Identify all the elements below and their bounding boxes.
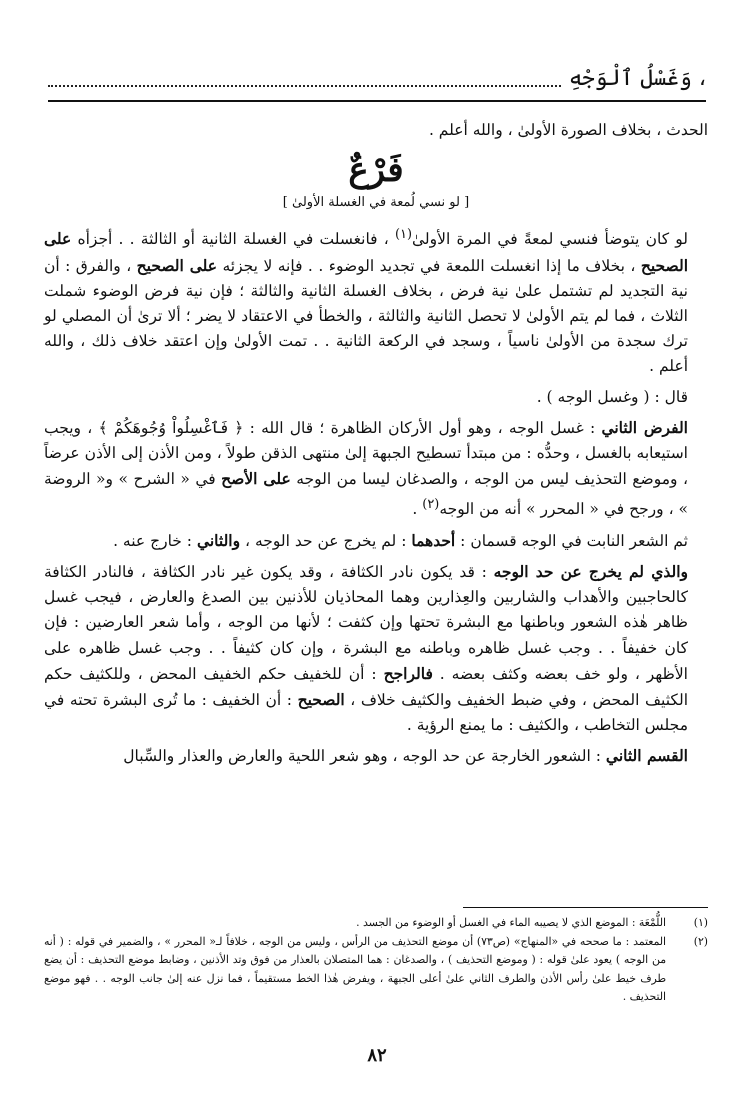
text-run: لو كان يتوضأ فنسي لمعةً في المرة الأولىٰ [412, 230, 689, 249]
header-title: وَغَسْلُ ٱلْوَجْهِ ، [568, 66, 706, 91]
bold-run: القسم الثاني [605, 746, 688, 766]
page-number: ٨٢ [367, 1045, 387, 1066]
bold-run: الصحيح [297, 689, 345, 709]
footnote-ref-2[interactable]: (٢) [422, 497, 440, 513]
text-run: : أن الخفيف : ما تُرى البشرة تحته في مجلس التخاطب ، والكثيف : ما يمنع الرؤية . [44, 690, 688, 735]
main-text [44, 118, 708, 775]
text-run: ، فانغسلت في الغسلة الثانية أو الثالثة . . أجزأه [71, 230, 395, 249]
bold-run: الفرض الثاني [601, 417, 688, 437]
footnote-number: (١) [693, 916, 708, 929]
footnotes [44, 914, 708, 1007]
header-rule [48, 100, 706, 102]
bold-run: والثاني [196, 530, 241, 550]
paragraph-5 [44, 743, 708, 769]
text-run: في « الشرح » و« الروضة » ، ورجح في « المحرر » أنه من الوجه [44, 470, 688, 519]
text-run: : لم يخرج عن حد الوجه ، [240, 531, 412, 550]
text-run: . [412, 500, 423, 519]
section-subtitle: [ لو نسي لُمعة في الغسلة الأولىٰ ] [282, 195, 470, 211]
footnote-rule [463, 907, 708, 908]
header-dotted-leader [48, 85, 561, 87]
footnote-ref-1[interactable]: (١) [394, 227, 413, 243]
section-title: فَرْعٌ [348, 150, 404, 191]
intro-line: الحدث ، بخلاف الصورة الأولىٰ ، والله أعلم . [428, 121, 708, 139]
footnote-1 [44, 914, 708, 933]
footnote-2 [44, 933, 708, 1007]
bold-run: أحدهما [411, 530, 456, 550]
text-run: ثم الشعر النابت في الوجه قسمان : [455, 531, 688, 550]
bold-run: على الصحيح [136, 255, 218, 275]
text-run: ، والفرق : أن نية التجديد لم تشتمل علىٰ نية فرض ، بخلاف الغسلة الثانية والثالثة ؛ فإن نية فرض الوضوء شملت الثلاث ، فما لم يتم الأولىٰ لا تحصل الثانية والثالثة ، والخطأ في الاعتقاد لا يضر ؛ ألا ترىٰ أن المصلي لو ترك سجدة من الأولىٰ ناسياً ، وسجد في الركعة الثانية . . تمت الأولىٰ وإن اعتقد خلاف ذلك ، والله أعلم . [44, 256, 688, 376]
footnote-text: المعتمد : ما صححه في «المنهاج» (ص٧٣) أن موضع التحذيف من الرأس ، وليس من الوجه ، خلافاً لـ« المحرر » ، والضمير في قوله : ( أنه من الوجه ) يعود علىٰ قوله : ( وموضع التحذيف ) ، والصدغان : هما المتصلان بالعذار من فوق وتد الأذنين ، وضابط موضع التحذيف : أن يضع طرف خيط علىٰ رأس الأذن والطرف الثاني علىٰ أعلى الجبهة ، ويفرض هٰذا الخط مستقيماً ، فما نزل عنه إلىٰ جانب الوجه . . فهو موضع التحذيف . [44, 934, 666, 1003]
text-run: : أن للخفيف حكم الخفيف المحض ، وللكثيف حكم الكثيف المحض ، وفي ضبط الخفيف والكثيف خلاف ، [44, 664, 688, 709]
text-run: : قد يكون نادر الكثافة ، وقد يكون غير نادر الكثافة ، فالنادر الكثافة كالحاجبين والأهداب والشاربين والعِذارين وهما المحاذيان للأذنين بين الصدغ والعارض ، فيجب غسل ظاهر هٰذه الشعور وباطنها مع البشرة تحتها وإن كثفت ؛ لأنها من الوجه ، وأما شعر العارضين : فإن كان خفيفاً . . وجب غسل ظاهره وباطنه مع البشرة ، وإن كان كثيفاً . . وجب غسل ظاهره على الأظهر ، ولو خف بعضه وكثف بعضه . [44, 562, 688, 683]
paragraph-2 [44, 415, 708, 523]
bold-run: والذي لم يخرج عن حد الوجه [493, 561, 688, 581]
bold-run: على الصحيح [44, 229, 689, 275]
paragraph-3 [44, 528, 708, 554]
footnote-text: اللُّمْعَة : الموضع الذي لا يصيبه الماء في الغسل أو الوضوء من الجسد . [356, 916, 666, 929]
bold-run: على الأصح [221, 469, 291, 489]
bold-run: فالراجح [383, 663, 433, 683]
paragraph-1 [44, 222, 708, 379]
running-header [48, 58, 706, 92]
text-run: : الشعور الخارجة عن حد الوجه ، وهو شعر اللحية والعارض والعذار والسِّبال [123, 747, 606, 766]
text-run: : غسل الوجه ، وهو أول الأركان الظاهرة ؛ قال الله : ﴿ فَٱغْسِلُواْ وُجُوهَكُمْ ﴾ ، ويجب استيعابه بالغسل ، وحدُّه : من مبتدأ تسطيح الجبهة إلىٰ منتهى الذقن طولاً ، ومن الأذن إلى الأذن عرضاً ، وموضع التحذيف ليس من الوجه ، والصدغان ليسا من الوجه [44, 418, 688, 489]
text-run: : خارج عنه . [113, 531, 197, 550]
qal-line: قال : ( وغسل الوجه ) . [536, 387, 688, 406]
paragraph-4 [44, 559, 708, 738]
footnote-number: (٢) [693, 934, 708, 948]
text-run: ، بخلاف ما إذا انغسلت اللمعة في تجديد الوضوء . . فإنه لا يجزئه [217, 256, 641, 275]
